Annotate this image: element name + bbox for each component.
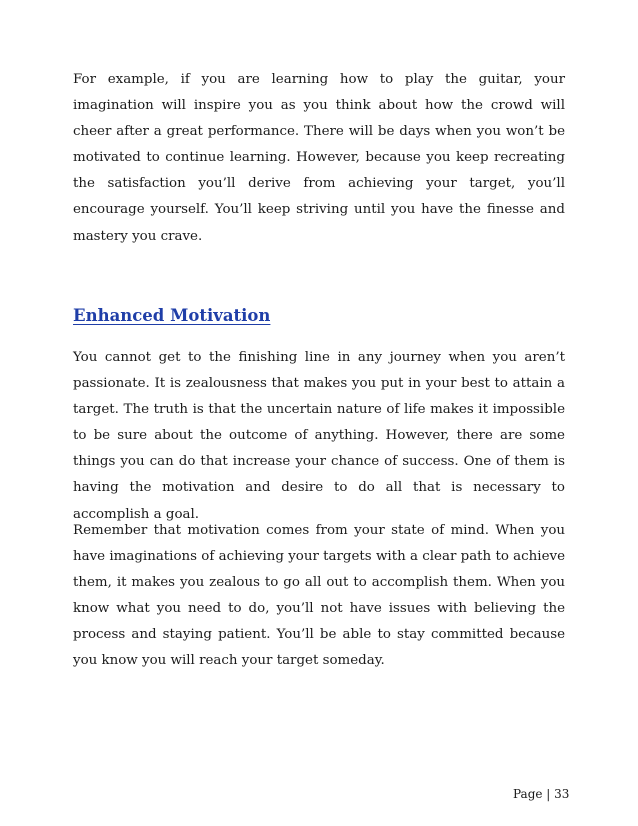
- paragraph-state-of-mind: Remember that motivation comes from your state of mind. When you have imaginations of achieving your targets with a clear path to achieve them, it makes you zealous to go all out to accomplish them. When you know what you need to do, you’ll not have issues with believing the process and staying patient. You’ll be able to stay committed because you know you will reach your target someday.: [73, 523, 565, 669]
- section-heading: Enhanced Motivation: [73, 306, 271, 325]
- paragraph-passion: You cannot get to the finishing line in any journey when you aren’t passionate. It is zealousness that makes you put in your best to attain a target. The truth is that the uncertain nature of life makes it impossible to be sure about the outcome of anything. However, there are some things you can do that increase your chance of success. One of them is having the motivation and desire to do all that is necessary to accomplish a goal.: [73, 350, 565, 522]
- paragraph-guitar-example: For example, if you are learning how to play the guitar, your imagination will inspire you as you think about how the crowd will cheer after a great performance. There will be days when you won’t be motivated to continue learning. However, because you keep recreating the satisfaction you’ll derive from achieving your target, you’ll encourage yourself. You’ll keep striving until you have the finesse and mastery you crave.: [73, 72, 565, 244]
- page-number: Page | 33: [513, 787, 570, 801]
